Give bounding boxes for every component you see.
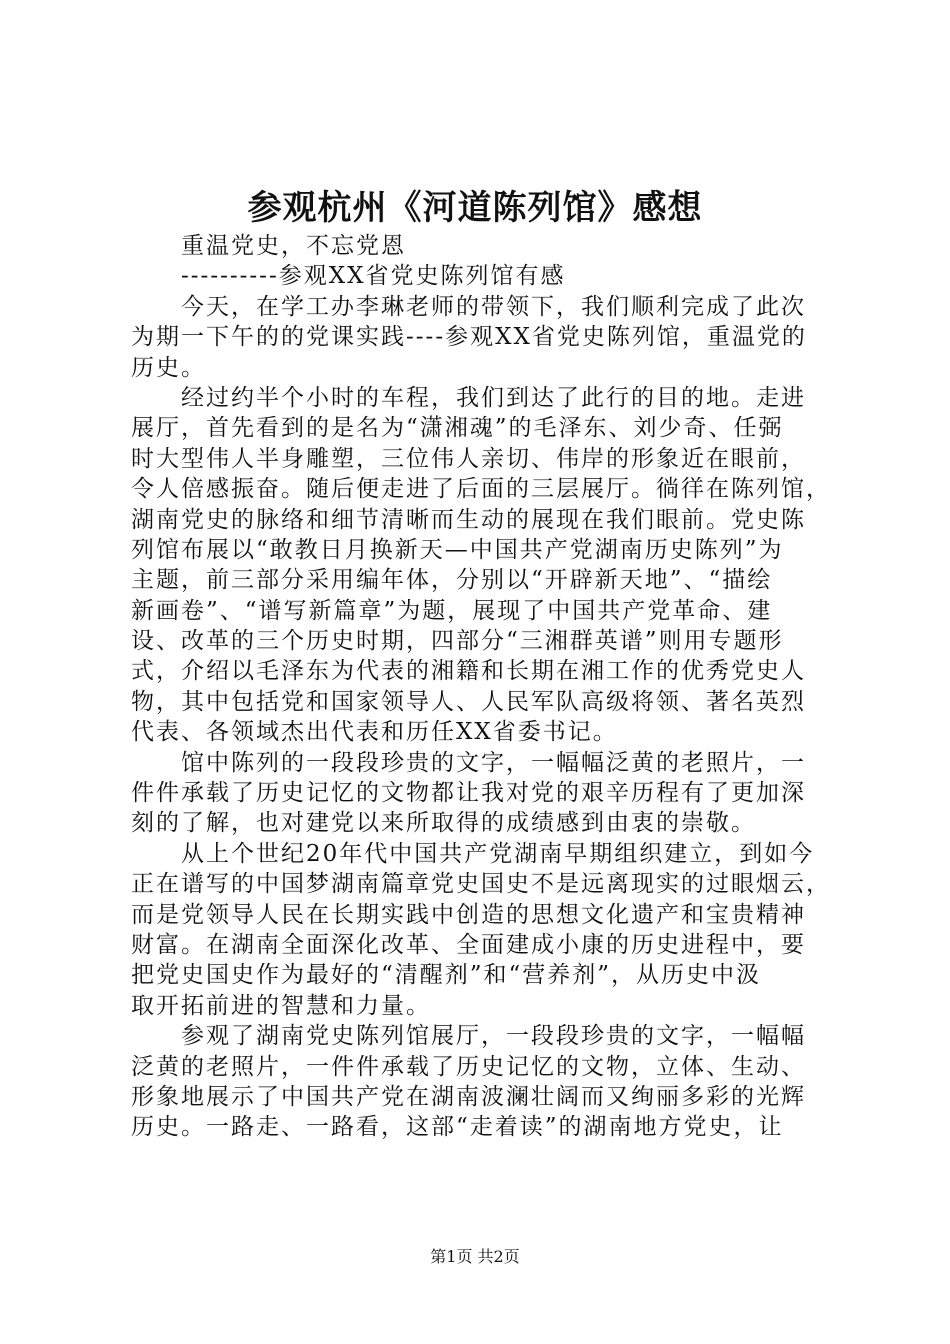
paragraph-line: 设、改革的三个历史时期，四部分“三湘群英谱”则用专题形	[131, 628, 784, 655]
document-title: 参观杭州《河道陈列馆》感想	[247, 188, 703, 228]
subtitle-line: 重温党史，不忘党恩	[181, 233, 406, 259]
paragraph-line: 经过约半个小时的车程，我们到达了此行的目的地。走进	[181, 384, 806, 411]
paragraph-line: 时大型伟人半身雕塑，三位伟人亲切、伟岸的形象近在眼前，	[131, 445, 806, 472]
paragraph-line: 新画卷”、“谱写新篇章”为题，展现了中国共产党革命、建	[131, 597, 773, 624]
paragraph-line: 为期一下午的的党课实践----参观XX省党史陈列馆，重温党的	[131, 324, 807, 351]
paragraph-line: 湖南党史的脉络和细节清晰而生动的展现在我们眼前。党史陈	[131, 506, 806, 533]
paragraph-line: 而是党领导人民在长期实践中创造的思想文化遗产和宝贵精神	[131, 901, 806, 928]
paragraph-line: 历史。一路走、一路看，这部“走着读”的湖南地方党史，让	[131, 1114, 784, 1141]
paragraph-line: 泛黄的老照片，一件件承载了历史记忆的文物，立体、生动、	[131, 1053, 806, 1080]
paragraph-line: 从上个世纪20年代中国共产党湖南早期组织建立，到如今	[181, 840, 815, 867]
paragraph-line: 历史。	[131, 354, 206, 381]
paragraph-line: 馆中陈列的一段段珍贵的文字，一幅幅泛黄的老照片，一	[181, 749, 806, 776]
paragraph-line: 主题，前三部分采用编年体，分别以“开辟新天地”、“描绘	[131, 567, 773, 594]
paragraph-line: 财富。在湖南全面深化改革、全面建成小康的历史进程中，要	[131, 931, 806, 958]
subtitle-line: ----------参观XX省党史陈列馆有感	[181, 263, 566, 290]
document-body	[131, 231, 831, 1143]
page-footer: 第1页 共2页	[430, 1247, 520, 1266]
paragraph-line: 把党史国史作为最好的“清醒剂”和“营养剂”，从历史中汲	[131, 962, 762, 989]
paragraph-line: 代表、各领域杰出代表和历任XX省委书记。	[131, 719, 618, 746]
paragraph-line: 列馆布展以“敢教日月换新天—中国共产党湖南历史陈列”为	[131, 536, 784, 563]
paragraph-line: 件件承载了历史记忆的文物都让我对党的艰辛历程有了更加深	[131, 780, 806, 807]
paragraph-line: 取开拓前进的智慧和力量。	[131, 992, 431, 1019]
paragraph-line: 形象地展示了中国共产党在湖南波澜壮阔而又绚丽多彩的光辉	[131, 1083, 806, 1110]
paragraph-line: 刻的了解，也对建党以来所取得的成绩感到由衷的崇敬。	[131, 810, 756, 837]
paragraph-line: 正在谱写的中国梦湖南篇章党史国史不是远离现实的过眼烟云，	[131, 871, 831, 898]
paragraph-line: 展厅，首先看到的是名为“潇湘魂”的毛泽东、刘少奇、任弼	[131, 415, 784, 442]
paragraph-line: 今天，在学工办李琳老师的带领下，我们顺利完成了此次	[181, 293, 806, 320]
paragraph-line: 令人倍感振奋。随后便走进了后面的三层展厅。徜徉在陈列馆，	[131, 476, 831, 503]
paragraph-line: 参观了湖南党史陈列馆展厅，一段段珍贵的文字，一幅幅	[181, 1023, 806, 1050]
paragraph-line: 物，其中包括党和国家领导人、人民军队高级将领、著名英烈	[131, 688, 806, 715]
paragraph-line: 式，介绍以毛泽东为代表的湘籍和长期在湘工作的优秀党史人	[131, 658, 806, 685]
